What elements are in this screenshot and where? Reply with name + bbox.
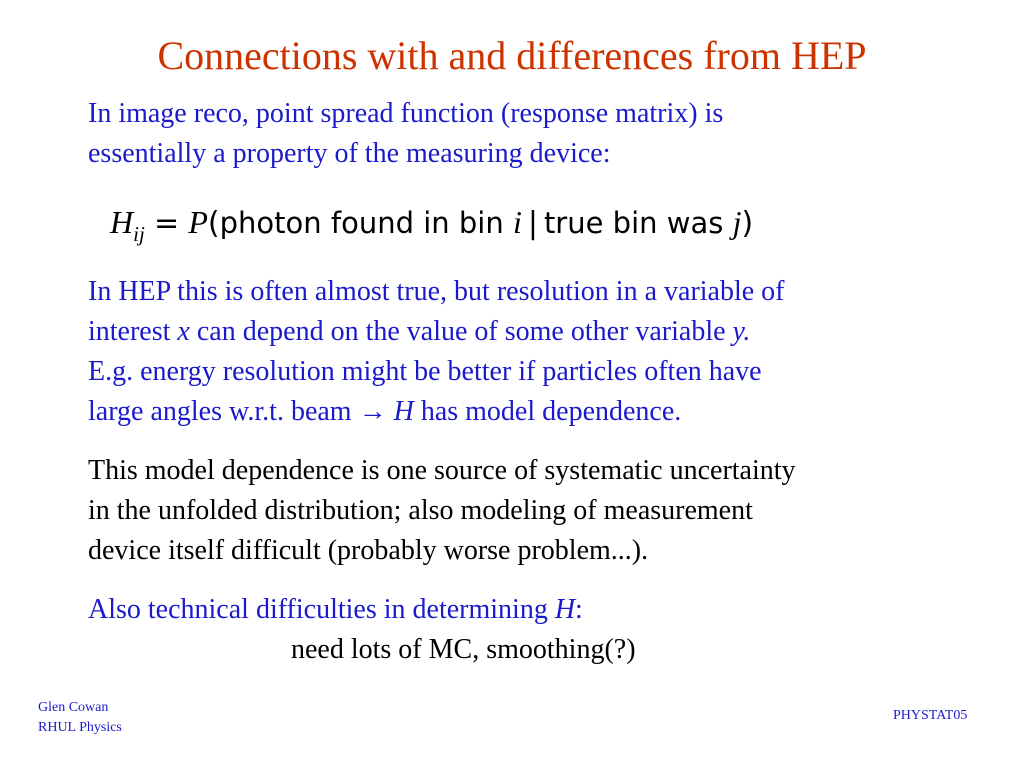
footer-affiliation: RHUL Physics xyxy=(38,720,122,735)
variable-x: x xyxy=(177,316,190,347)
footer-event: PHYSTAT05 xyxy=(893,708,968,723)
eq-func-p: P xyxy=(188,204,208,240)
paragraph-point-spread xyxy=(88,94,968,174)
footer-author: Glen Cowan xyxy=(38,700,109,715)
paragraph-hep-resolution xyxy=(88,272,968,432)
right-arrow-icon: → xyxy=(358,396,387,427)
paragraph-technical-difficulties xyxy=(88,590,968,670)
text-line: device itself difficult (probably worse problem...). xyxy=(88,535,649,566)
text-line: In HEP this is often almost true, but resolution in a variable of xyxy=(88,276,785,307)
text-line: E.g. energy resolution might be better if particles often have xyxy=(88,356,762,387)
eq-subscript: ij xyxy=(133,222,145,246)
footer-author-block xyxy=(38,698,122,738)
text-line: Also technical difficulties in determining H: xyxy=(88,594,583,625)
variable-h: H xyxy=(393,396,414,427)
paragraph-model-dependence xyxy=(88,451,968,571)
variable-y: y. xyxy=(732,316,751,347)
text-line: large angles w.r.t. beam → H has model dependence. xyxy=(88,396,682,427)
eq-var-j: j xyxy=(732,204,742,240)
variable-h: H xyxy=(554,594,576,625)
eq-symbol-h: H xyxy=(110,204,134,240)
text-line: need lots of MC, smoothing(?) xyxy=(291,634,636,665)
text-line: essentially a property of the measuring device: xyxy=(88,138,611,169)
eq-var-i: i xyxy=(512,204,522,240)
eq-equals: = xyxy=(154,206,180,241)
eq-bar: | xyxy=(527,206,538,241)
text-line: interest x can depend on the value of some other variable y. xyxy=(88,316,751,347)
eq-text-true: true bin was xyxy=(543,206,733,240)
text-line: In image reco, point spread function (response matrix) is xyxy=(88,98,724,129)
eq-open-paren: ( xyxy=(207,206,220,241)
eq-text-found: photon found in bin xyxy=(219,206,513,240)
text-line: in the unfolded distribution; also modeling of measurement xyxy=(88,495,753,526)
response-matrix-equation xyxy=(110,200,753,256)
eq-close-paren: ) xyxy=(741,206,754,241)
text-line: This model dependence is one source of systematic uncertainty xyxy=(88,455,796,486)
slide-title: Connections with and differences from HEP xyxy=(157,33,867,78)
